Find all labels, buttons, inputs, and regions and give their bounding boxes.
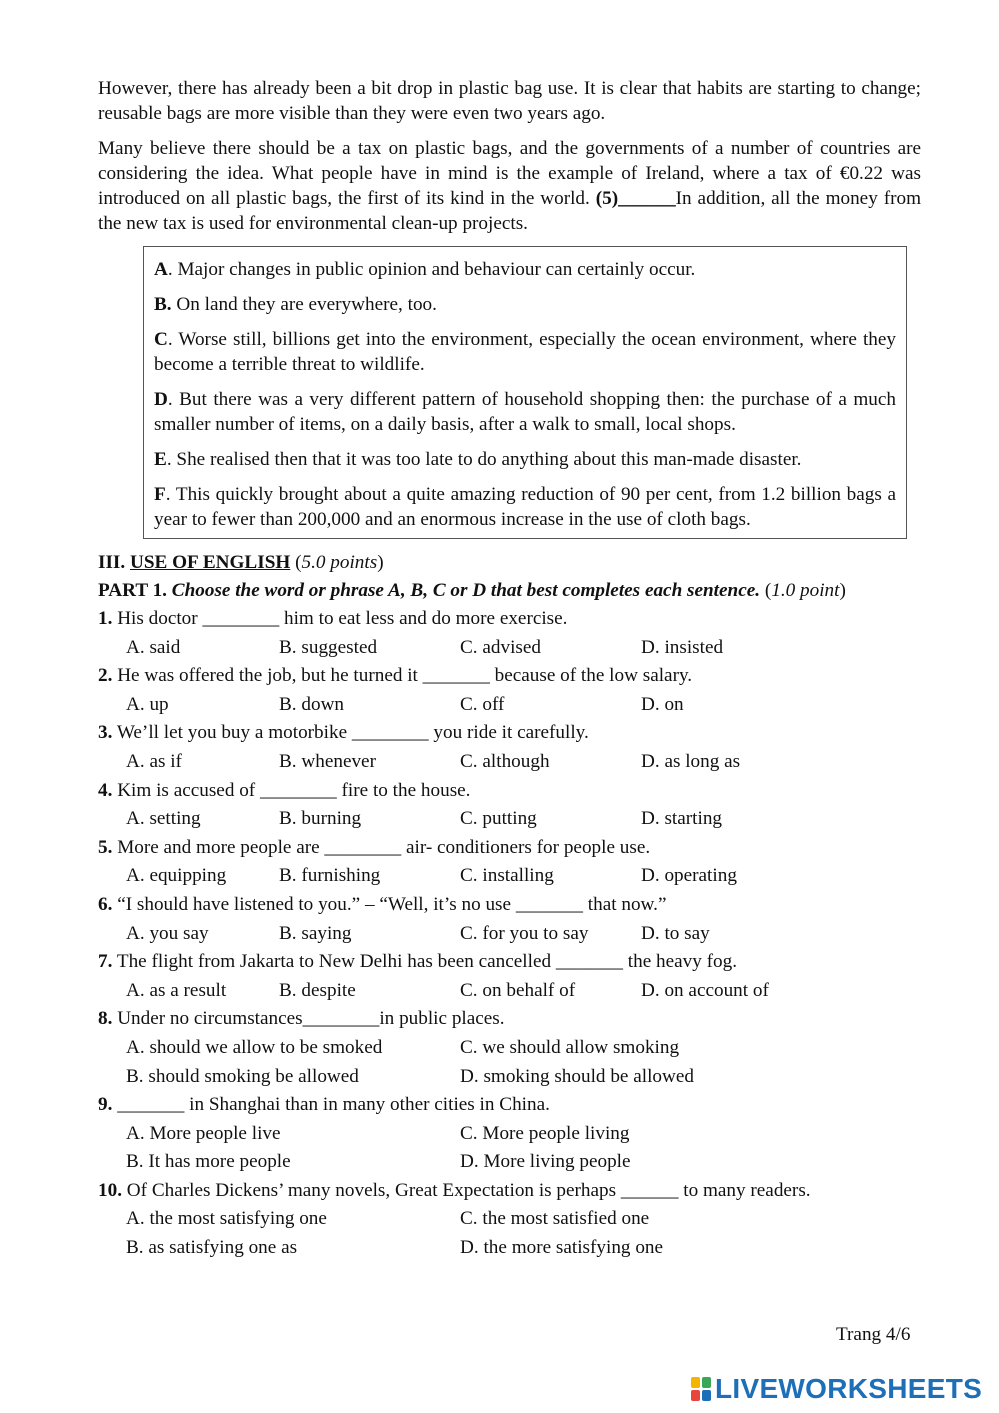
part-points: 1.0 point	[771, 580, 840, 601]
answer-choice-b[interactable]: B. furnishing	[279, 865, 381, 887]
section-number: III.	[98, 552, 126, 573]
choice-row	[98, 920, 921, 949]
passage-paragraph-1: However, there has already been a bit drop in plastic bag use. It is clear that habits are starting to change; reusable bags are more visible than they were even two years ago.	[98, 78, 921, 124]
question-text: He was offered the job, but he turned it _______ because of the low salary.	[117, 665, 693, 687]
choice-row	[98, 1120, 921, 1149]
liveworksheets-brand-text: LIVEWORKSHEETS	[715, 1373, 983, 1404]
choice-row	[98, 1148, 921, 1177]
section-heading: III. USE OF ENGLISH (5.0 points)	[98, 552, 384, 573]
choice-row	[98, 862, 921, 891]
passage-paragraph-2-tail: In addition, all the money from the new tax is used for environmental clean-up projects.	[98, 188, 921, 234]
part-instruction: Choose the word or phrase A, B, C or D that best completes each sentence.	[171, 580, 761, 601]
answer-choice-b[interactable]: B. down	[279, 693, 345, 715]
answer-choice-a[interactable]: A. up	[126, 693, 169, 715]
question-text: Of Charles Dickens’ many novels, Great Expectation is perhaps ______ to many readers.	[126, 1179, 811, 1201]
question-text: Under no circumstances________in public places.	[117, 1008, 505, 1030]
page-number: Trang 4/6	[836, 1324, 911, 1345]
option-f: F. This quickly brought about a quite amazing reduction of 90 per cent, from 1.2 billion bags a year to fewer than 200,000 and an enormous increase in the use of cloth bags.	[154, 484, 896, 530]
answer-choice-c[interactable]: C. although	[460, 750, 550, 772]
question-9	[98, 1091, 921, 1120]
choice-row	[98, 1234, 921, 1263]
question-5	[98, 834, 921, 863]
option-letter: A	[154, 259, 168, 280]
option-text: Major changes in public opinion and behaviour can certainly occur.	[177, 259, 696, 280]
option-a: A. Major changes in public opinion and behaviour can certainly occur.	[154, 259, 696, 280]
option-letter: D	[154, 389, 168, 410]
question-number: 3.	[98, 722, 113, 744]
choice-row	[98, 1034, 921, 1063]
answer-choice-c[interactable]: C. installing	[460, 865, 554, 887]
logo-square-red	[691, 1390, 700, 1401]
question-4	[98, 777, 921, 806]
answer-choice-b[interactable]: B. despite	[279, 979, 356, 1001]
answer-choice[interactable]: D. More living people	[460, 1151, 631, 1173]
option-c: C. Worse still, billions get into the environment, especially the ocean environment, where they become a terrible threat to wildlife.	[154, 329, 897, 375]
answer-choice-c[interactable]: C. on behalf of	[460, 979, 576, 1001]
question-text: Kim is accused of ________ fire to the house.	[117, 779, 471, 801]
answer-choice-d[interactable]: D. as long as	[641, 750, 741, 772]
worksheet-page	[98, 76, 921, 1263]
option-letter: C	[154, 329, 168, 350]
answer-choice[interactable]: C. More people living	[460, 1122, 630, 1144]
part-heading: PART 1. Choose the word or phrase A, B, C or D that best completes each sentence. (1.0 point)	[98, 580, 846, 601]
answer-choice-b[interactable]: B. saying	[279, 922, 352, 944]
answer-choice-c[interactable]: C. putting	[460, 808, 537, 830]
option-d: D. But there was a very different pattern of household shopping then: the purchase of a much smaller number of items, on a daily basis, after a walk to small, local shops.	[154, 389, 896, 435]
logo-square-yellow	[691, 1377, 700, 1388]
answer-choice[interactable]: B. It has more people	[126, 1151, 291, 1173]
answer-choice-a[interactable]: A. you say	[126, 922, 209, 944]
answer-choice-b[interactable]: B. burning	[279, 808, 362, 830]
liveworksheets-logo-icon	[690, 1376, 712, 1402]
question-6	[98, 891, 921, 920]
question-text: More and more people are ________ air- conditioners for people use.	[117, 836, 651, 858]
answer-choice-d[interactable]: D. on	[641, 693, 684, 715]
answer-choice-d[interactable]: D. to say	[641, 922, 710, 944]
question-number: 6.	[98, 893, 113, 915]
choice-row	[98, 805, 921, 834]
answer-choice-c[interactable]: C. advised	[460, 636, 542, 658]
answer-choice[interactable]: A. should we allow to be smoked	[126, 1036, 383, 1058]
question-1	[98, 605, 921, 634]
question-text: His doctor ________ him to eat less and do more exercise.	[117, 608, 568, 629]
question-number: 2.	[98, 665, 113, 687]
passage-paragraph-2	[98, 136, 921, 236]
answer-choice-a[interactable]: A. setting	[126, 808, 201, 830]
question-8	[98, 1005, 921, 1034]
question-7	[98, 948, 921, 977]
answer-choice-d[interactable]: D. operating	[641, 865, 737, 887]
answer-choice[interactable]: B. should smoking be allowed	[126, 1065, 359, 1087]
section-title: USE OF ENGLISH	[130, 552, 291, 573]
question-number: 9.	[98, 1094, 113, 1116]
question-text: “I should have listened to you.” – “Well, it’s no use _______ that now.”	[117, 893, 667, 915]
sentence-options-box	[143, 246, 907, 539]
choice-row	[98, 1205, 921, 1234]
answer-choice-b[interactable]: B. suggested	[279, 636, 378, 658]
answer-choice[interactable]: A. the most satisfying one	[126, 1208, 327, 1230]
option-text: On land they are everywhere, too.	[176, 294, 437, 315]
answer-choice-d[interactable]: D. on account of	[641, 979, 769, 1001]
choice-row	[98, 634, 921, 663]
logo-square-blue	[702, 1390, 711, 1401]
section-points: 5.0 points	[301, 552, 378, 573]
answer-choice-a[interactable]: A. said	[126, 636, 181, 658]
answer-choice[interactable]: D. the more satisfying one	[460, 1237, 664, 1259]
question-number: 8.	[98, 1008, 113, 1030]
question-list	[98, 605, 921, 1263]
choice-row	[98, 691, 921, 720]
option-letter: B.	[154, 294, 172, 315]
question-number: 10.	[98, 1179, 122, 1201]
question-number: 1.	[98, 608, 113, 629]
answer-choice-b[interactable]: B. whenever	[279, 750, 376, 772]
question-text: The flight from Jakarta to New Delhi has been cancelled _______ the heavy fog.	[116, 951, 738, 973]
liveworksheets-logo[interactable]	[690, 1374, 982, 1404]
choice-row	[98, 748, 921, 777]
option-letter: F	[154, 484, 166, 505]
answer-choice[interactable]: C. we should allow smoking	[460, 1036, 680, 1058]
answer-choice-c[interactable]: C. for you to say	[460, 922, 589, 944]
option-letter: E	[154, 449, 167, 470]
answer-choice-d[interactable]: D. starting	[641, 808, 723, 830]
passage-paragraph-2-text: Many believe there should be a tax on plastic bags, and the governments of a number of countries are considering the idea. What people have in mind is the example of Ireland, where a tax of €0.22 was introduced on all plastic bags, the first of its kind in the world.	[98, 138, 921, 209]
question-10	[98, 1177, 921, 1206]
option-text: But there was a very different pattern of household shopping then: the purchase of a much smaller number of items, on a daily basis, after a walk to small, local shops.	[154, 389, 896, 435]
choice-row	[98, 1063, 921, 1092]
logo-square-green	[702, 1377, 711, 1388]
answer-choice-d[interactable]: D. insisted	[641, 636, 724, 658]
option-text: This quickly brought about a quite amazing reduction of 90 per cent, from 1.2 billion bags a year to fewer than 200,000 and an enormous increase in the use of cloth bags.	[154, 484, 896, 530]
answer-choice[interactable]: C. the most satisfied one	[460, 1208, 650, 1230]
question-number: 4.	[98, 779, 113, 801]
answer-choice[interactable]: D. smoking should be allowed	[460, 1065, 694, 1087]
choice-row	[98, 977, 921, 1006]
answer-choice-a[interactable]: A. equipping	[126, 865, 227, 887]
question-text: We’ll let you buy a motorbike ________ you ride it carefully.	[116, 722, 589, 744]
option-text: Worse still, billions get into the environment, especially the ocean environment, where they become a terrible threat to wildlife.	[154, 329, 897, 375]
question-text: _______ in Shanghai than in many other cities in China.	[117, 1094, 550, 1116]
option-b	[154, 292, 896, 317]
answer-choice-c[interactable]: C. off	[460, 693, 505, 715]
part-label: PART 1.	[98, 580, 167, 601]
question-3	[98, 719, 921, 748]
answer-choice-a[interactable]: A. as a result	[126, 979, 227, 1001]
option-text: She realised then that it was too late to do anything about this man-made disaster.	[176, 449, 802, 470]
blank-5: (5)______	[595, 188, 676, 209]
question-number: 7.	[98, 951, 113, 973]
answer-choice-a[interactable]: A. as if	[126, 750, 182, 772]
answer-choice[interactable]: A. More people live	[126, 1122, 281, 1144]
answer-choice[interactable]: B. as satisfying one as	[126, 1237, 298, 1259]
question-2	[98, 662, 921, 691]
option-e: E. She realised then that it was too late to do anything about this man-made disaster.	[154, 449, 802, 470]
question-number: 5.	[98, 836, 113, 858]
